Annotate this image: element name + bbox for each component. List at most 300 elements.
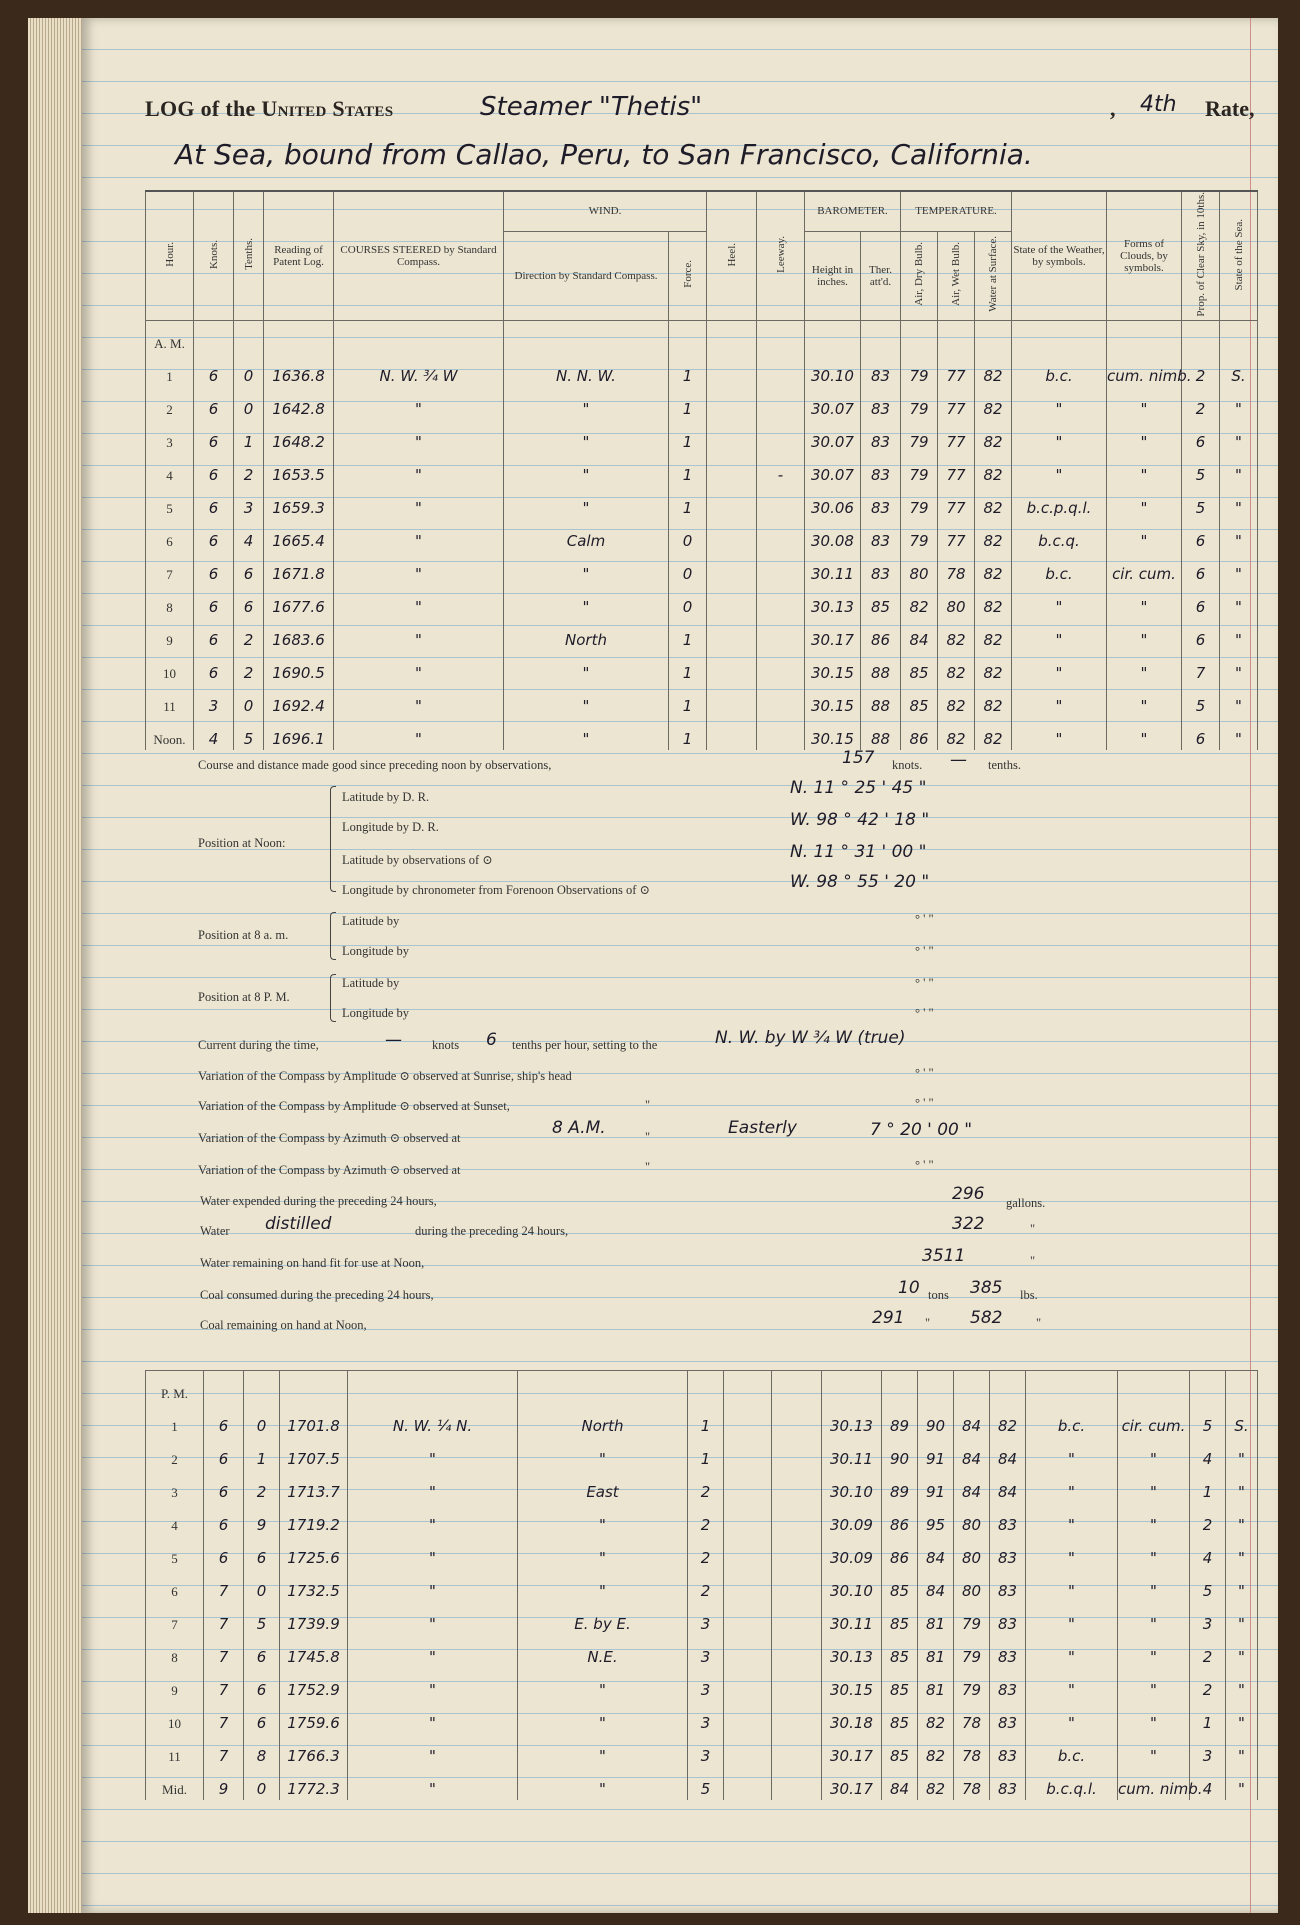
pm-cell-tenths: 0 — [244, 1404, 280, 1437]
am-cell-clouds: " — [1107, 585, 1182, 618]
am-cell-sky: 6 — [1182, 717, 1220, 750]
am-cell-log: 1696.1 — [264, 717, 334, 750]
col-leeway: Leeway. — [774, 235, 787, 273]
am-cell-sky: 6 — [1182, 420, 1220, 453]
col-clouds: Forms of Clouds, by symbols. — [1107, 191, 1182, 320]
pm8-brace — [330, 974, 336, 1022]
am-cell-knots: 3 — [194, 684, 234, 717]
var-azimuth-dir: Easterly — [728, 1118, 797, 1138]
am-cell-ther: 83 — [861, 552, 901, 585]
am-cell-ther: 83 — [861, 354, 901, 387]
am-cell-sea: " — [1220, 420, 1258, 453]
am-cell-heel — [707, 420, 757, 453]
pm-cell-course: " — [348, 1734, 518, 1767]
pm-cell-hour: 8 — [146, 1635, 204, 1668]
water-distilled-ditto: " — [1030, 1222, 1036, 1236]
pm8-lat-label: Latitude by — [342, 976, 400, 990]
pm-cell-wind: N.E. — [518, 1635, 688, 1668]
tons-label: tons — [928, 1288, 949, 1302]
pm-cell-water: 82 — [990, 1404, 1026, 1437]
pm-cell-sea: " — [1226, 1734, 1258, 1767]
pm-cell-water: 84 — [990, 1437, 1026, 1470]
pm-cell-empty — [724, 1701, 772, 1734]
col-clear-sky: Prop. of Clear Sky, in 10ths. — [1194, 192, 1207, 317]
am-cell-weather: b.c. — [1012, 552, 1107, 585]
var-azimuth-value: 7 ° 20 ' 00 " — [870, 1120, 973, 1140]
position-noon-label: Position at Noon: — [198, 836, 286, 850]
pm-cell-tenths: 0 — [244, 1767, 280, 1800]
rate-number: 4th — [1140, 92, 1177, 117]
am-cell-height: 30.15 — [805, 651, 861, 684]
am-cell-clouds: " — [1107, 453, 1182, 486]
am-cell-wind: " — [504, 453, 669, 486]
pm-cell-log: 1719.2 — [280, 1503, 348, 1536]
am-cell-leeway — [757, 354, 805, 387]
noon-brace — [330, 786, 336, 892]
am-cell-wind: " — [504, 486, 669, 519]
am-cell-hour: 1 — [146, 354, 194, 387]
am-cell-dry: 82 — [901, 585, 938, 618]
am-cell-height: 30.07 — [805, 453, 861, 486]
am-cell-leeway — [757, 585, 805, 618]
am-cell-sea: " — [1220, 618, 1258, 651]
am-cell-dry: 79 — [901, 519, 938, 552]
am-cell-force: 0 — [669, 585, 707, 618]
am-cell-knots: 6 — [194, 387, 234, 420]
pm-cell-sea: " — [1226, 1602, 1258, 1635]
pm-cell-log: 1725.6 — [280, 1536, 348, 1569]
am-cell-log: 1642.8 — [264, 387, 334, 420]
lat-dr-label: Latitude by D. R. — [342, 790, 430, 804]
am-cell-sky: 6 — [1182, 585, 1220, 618]
am-cell-heel — [707, 585, 757, 618]
pm-cell-ther: 89 — [882, 1470, 918, 1503]
am-cell-sky: 5 — [1182, 453, 1220, 486]
am-cell-water: 82 — [975, 585, 1012, 618]
var-sunrise-value: ° ' " — [915, 1066, 934, 1080]
col-height: Height in inches. — [805, 231, 861, 320]
col-wind: WIND. — [504, 191, 707, 231]
pm-cell-ther: 85 — [882, 1668, 918, 1701]
pm-cell-log: 1739.9 — [280, 1602, 348, 1635]
am-cell-wind: " — [504, 684, 669, 717]
pm-cell-wind: " — [518, 1569, 688, 1602]
am-cell-hour: 4 — [146, 453, 194, 486]
lon-chron-value: W. 98 ° 55 ' 20 " — [790, 872, 930, 892]
am-row — [146, 354, 1258, 387]
pm-cell-wind: " — [518, 1437, 688, 1470]
am-cell-dry: 79 — [901, 453, 938, 486]
am-cell-heel — [707, 486, 757, 519]
am-cell-wet: 77 — [938, 354, 975, 387]
am-cell-height: 30.11 — [805, 552, 861, 585]
col-temperature: TEMPERATURE. — [901, 191, 1012, 231]
pm-cell-wind: " — [518, 1503, 688, 1536]
pm-cell-force: 3 — [688, 1635, 724, 1668]
pm-cell-water: 83 — [990, 1635, 1026, 1668]
pm-cell-hour: Mid. — [146, 1767, 204, 1800]
am-row — [146, 486, 1258, 519]
pm-cell-knots: 6 — [204, 1536, 244, 1569]
am-cell-wind: " — [504, 420, 669, 453]
current-knots-value: — — [385, 1030, 402, 1050]
am-cell-tenths: 2 — [234, 453, 264, 486]
am-cell-dry: 79 — [901, 486, 938, 519]
pm-cell-dry: 82 — [918, 1734, 954, 1767]
am-cell-wet: 77 — [938, 387, 975, 420]
am-cell-water: 82 — [975, 453, 1012, 486]
am-cell-heel — [707, 552, 757, 585]
am-cell-heel — [707, 387, 757, 420]
pm-cell-course: " — [348, 1503, 518, 1536]
am-cell-hour: 5 — [146, 486, 194, 519]
pm-row — [146, 1404, 1258, 1437]
pm-cell-course: " — [348, 1635, 518, 1668]
am-cell-wind: " — [504, 717, 669, 750]
coal-consumed-lbs: 385 — [970, 1278, 1003, 1298]
pm-cell-sky: 4 — [1190, 1767, 1226, 1800]
am-cell-hour: 3 — [146, 420, 194, 453]
am-cell-hour: 7 — [146, 552, 194, 585]
am-cell-force: 1 — [669, 618, 707, 651]
pm-cell-empty — [724, 1437, 772, 1470]
pm-cell-knots: 7 — [204, 1602, 244, 1635]
pm-cell-ther: 85 — [882, 1635, 918, 1668]
water-distilled-value: 322 — [952, 1214, 985, 1234]
am-cell-tenths: 0 — [234, 684, 264, 717]
pm-cell-hour: 4 — [146, 1503, 204, 1536]
lat-dr-value: N. 11 ° 25 ' 45 " — [790, 778, 927, 798]
am-cell-wind: N. N. W. — [504, 354, 669, 387]
am-cell-sky: 6 — [1182, 552, 1220, 585]
pm-cell-empty — [772, 1602, 822, 1635]
position-8am-label: Position at 8 a. m. — [198, 928, 289, 942]
am-cell-weather: " — [1012, 420, 1107, 453]
am-cell-knots: 4 — [194, 717, 234, 750]
am-cell-log: 1659.3 — [264, 486, 334, 519]
pm-cell-height: 30.11 — [822, 1437, 882, 1470]
am-row — [146, 717, 1258, 750]
pm-cell-tenths: 6 — [244, 1701, 280, 1734]
tenths-label: tenths. — [988, 758, 1021, 772]
am-cell-dry: 85 — [901, 684, 938, 717]
am-cell-force: 1 — [669, 684, 707, 717]
pm-cell-course: N. W. ¼ N. — [348, 1404, 518, 1437]
pm-cell-empty — [724, 1503, 772, 1536]
col-force: Force. — [681, 260, 694, 288]
pm-row — [146, 1701, 1258, 1734]
am-cell-ther: 88 — [861, 717, 901, 750]
am-cell-wind: " — [504, 651, 669, 684]
col-tenths: Tenths. — [242, 238, 255, 271]
pm-cell-course: " — [348, 1701, 518, 1734]
pm-cell-log: 1772.3 — [280, 1767, 348, 1800]
pm-cell-log: 1707.5 — [280, 1437, 348, 1470]
pm-cell-tenths: 5 — [244, 1602, 280, 1635]
pm-cell-wind: " — [518, 1668, 688, 1701]
am-cell-wet: 82 — [938, 651, 975, 684]
coal-remaining-tons: 291 — [872, 1308, 905, 1328]
am-log-table — [145, 190, 1258, 750]
pm-cell-force: 2 — [688, 1536, 724, 1569]
am-row — [146, 387, 1258, 420]
pm-cell-ther: 85 — [882, 1569, 918, 1602]
am-cell-knots: 6 — [194, 453, 234, 486]
col-heel: Heel. — [725, 242, 738, 267]
am-cell-ther: 88 — [861, 651, 901, 684]
pm-cell-clouds: " — [1118, 1503, 1190, 1536]
am-cell-sky: 5 — [1182, 684, 1220, 717]
coal-consumed-tons: 10 — [898, 1278, 920, 1298]
pm-cell-empty — [724, 1767, 772, 1800]
pm-cell-knots: 9 — [204, 1767, 244, 1800]
am-cell-weather: " — [1012, 717, 1107, 750]
am-cell-weather: b.c.q. — [1012, 519, 1107, 552]
pm-cell-hour: 11 — [146, 1734, 204, 1767]
pm-cell-water: 83 — [990, 1536, 1026, 1569]
position-8pm-label: Position at 8 P. M. — [198, 990, 290, 1004]
am-cell-tenths: 0 — [234, 387, 264, 420]
coal-remaining-lbs: 582 — [970, 1308, 1003, 1328]
pm-cell-sky: 3 — [1190, 1602, 1226, 1635]
am-cell-tenths: 6 — [234, 552, 264, 585]
pm-cell-weather: b.c.q.l. — [1026, 1767, 1118, 1800]
am-cell-tenths: 5 — [234, 717, 264, 750]
pm-cell-height: 30.18 — [822, 1701, 882, 1734]
am-cell-heel — [707, 684, 757, 717]
pm-cell-weather: " — [1026, 1470, 1118, 1503]
pm-cell-water: 83 — [990, 1503, 1026, 1536]
pm-cell-empty — [772, 1503, 822, 1536]
pm-cell-tenths: 6 — [244, 1536, 280, 1569]
rate-label: Rate, — [1205, 96, 1255, 121]
pm-cell-height: 30.11 — [822, 1602, 882, 1635]
col-barometer: BAROMETER. — [805, 191, 901, 231]
am-cell-sky: 7 — [1182, 651, 1220, 684]
pm-cell-dry: 82 — [918, 1767, 954, 1800]
vessel-name: Steamer "Thetis" — [480, 92, 703, 122]
pm-cell-clouds: " — [1118, 1470, 1190, 1503]
pm-cell-knots: 6 — [204, 1503, 244, 1536]
am-cell-wind: " — [504, 387, 669, 420]
pm-cell-force: 1 — [688, 1404, 724, 1437]
pm-cell-height: 30.09 — [822, 1536, 882, 1569]
pm-cell-log: 1752.9 — [280, 1668, 348, 1701]
am-cell-force: 1 — [669, 420, 707, 453]
pm-cell-weather: " — [1026, 1503, 1118, 1536]
pm-cell-hour: 2 — [146, 1437, 204, 1470]
am-cell-leeway — [757, 486, 805, 519]
am-cell-log: 1636.8 — [264, 354, 334, 387]
var-sunset-label: Variation of the Compass by Amplitude ⊙ observed at Sunset, — [198, 1099, 510, 1113]
am-cell-ther: 88 — [861, 684, 901, 717]
pm-cell-clouds: cir. cum. — [1118, 1404, 1190, 1437]
var-azimuth2-label: Variation of the Compass by Azimuth ⊙ observed at — [198, 1163, 461, 1177]
water-distilled: distilled — [265, 1214, 332, 1234]
pm-cell-ther: 90 — [882, 1437, 918, 1470]
pm-cell-force: 5 — [688, 1767, 724, 1800]
pm-cell-log: 1701.8 — [280, 1404, 348, 1437]
am-cell-log: 1648.2 — [264, 420, 334, 453]
am-cell-height: 30.15 — [805, 717, 861, 750]
title-comma: , — [1110, 96, 1116, 121]
pm-cell-course: " — [348, 1569, 518, 1602]
page-title: LOG of the United States — [145, 96, 394, 121]
am-cell-weather: b.c. — [1012, 354, 1107, 387]
am-cell-tenths: 2 — [234, 651, 264, 684]
var-azimuth-label: Variation of the Compass by Azimuth ⊙ observed at — [198, 1131, 461, 1145]
am-cell-force: 0 — [669, 552, 707, 585]
pm-cell-sky: 2 — [1190, 1668, 1226, 1701]
pm-row — [146, 1767, 1258, 1800]
am-cell-sea: " — [1220, 651, 1258, 684]
pm-cell-wet: 78 — [954, 1701, 990, 1734]
am-cell-height: 30.06 — [805, 486, 861, 519]
am-cell-weather: " — [1012, 684, 1107, 717]
pm-cell-hour: 7 — [146, 1602, 204, 1635]
pm-cell-clouds: " — [1118, 1569, 1190, 1602]
pm-cell-empty — [724, 1404, 772, 1437]
pm-cell-wet: 79 — [954, 1602, 990, 1635]
lat-obs-label: Latitude by observations of ⊙ — [342, 853, 493, 867]
am-cell-knots: 6 — [194, 585, 234, 618]
pm-label: P. M. — [146, 1371, 204, 1405]
water-expended-label: Water expended during the preceding 24 hours, — [200, 1194, 437, 1208]
am-cell-water: 82 — [975, 486, 1012, 519]
am8-lat-value: ° ' " — [915, 912, 934, 926]
pm-cell-ther: 85 — [882, 1701, 918, 1734]
lon-chron-label: Longitude by chronometer from Forenoon Observations of ⊙ — [342, 883, 650, 897]
am-cell-dry: 84 — [901, 618, 938, 651]
am-cell-tenths: 4 — [234, 519, 264, 552]
pm-cell-knots: 6 — [204, 1470, 244, 1503]
am-cell-course: N. W. ¾ W — [334, 354, 504, 387]
am-cell-log: 1665.4 — [264, 519, 334, 552]
pm-cell-ther: 85 — [882, 1734, 918, 1767]
am-cell-hour: 11 — [146, 684, 194, 717]
pm-row — [146, 1503, 1258, 1536]
am-cell-leeway — [757, 684, 805, 717]
pm-cell-empty — [724, 1470, 772, 1503]
pm-cell-ther: 86 — [882, 1503, 918, 1536]
pm-cell-tenths: 1 — [244, 1437, 280, 1470]
pm-cell-force: 3 — [688, 1734, 724, 1767]
col-air-dry: Air, Dry Bulb. — [913, 242, 925, 306]
pm-cell-weather: " — [1026, 1602, 1118, 1635]
pm-cell-height: 30.09 — [822, 1503, 882, 1536]
pm-cell-sky: 1 — [1190, 1470, 1226, 1503]
pm-cell-hour: 5 — [146, 1536, 204, 1569]
coal-remaining-label: Coal remaining on hand at Noon, — [200, 1318, 367, 1332]
am-row — [146, 420, 1258, 453]
am-cell-force: 1 — [669, 486, 707, 519]
pm-cell-clouds: " — [1118, 1668, 1190, 1701]
pm-cell-sea: " — [1226, 1767, 1258, 1800]
am-cell-log: 1683.6 — [264, 618, 334, 651]
pm-cell-weather: " — [1026, 1437, 1118, 1470]
am-cell-log: 1671.8 — [264, 552, 334, 585]
pm-cell-dry: 84 — [918, 1569, 954, 1602]
am-cell-clouds: " — [1107, 618, 1182, 651]
var-azimuth2-value: ° ' " — [915, 1158, 934, 1172]
pm-row — [146, 1569, 1258, 1602]
am-cell-force: 1 — [669, 453, 707, 486]
am-cell-knots: 6 — [194, 618, 234, 651]
am-cell-sky: 6 — [1182, 519, 1220, 552]
am-cell-clouds: " — [1107, 486, 1182, 519]
pm-cell-empty — [772, 1569, 822, 1602]
pm-cell-clouds: " — [1118, 1635, 1190, 1668]
am-cell-wind: " — [504, 585, 669, 618]
am-cell-water: 82 — [975, 684, 1012, 717]
am-cell-hour: 8 — [146, 585, 194, 618]
pm-cell-water: 83 — [990, 1602, 1026, 1635]
pm-cell-height: 30.13 — [822, 1404, 882, 1437]
pm-cell-tenths: 6 — [244, 1668, 280, 1701]
am-cell-dry: 79 — [901, 354, 938, 387]
am-cell-leeway — [757, 717, 805, 750]
pm-cell-wet: 79 — [954, 1635, 990, 1668]
am-cell-dry: 86 — [901, 717, 938, 750]
pm-cell-empty — [772, 1536, 822, 1569]
pm-cell-hour: 3 — [146, 1470, 204, 1503]
pm-cell-wet: 84 — [954, 1470, 990, 1503]
am-cell-sea: " — [1220, 387, 1258, 420]
pm-cell-empty — [772, 1635, 822, 1668]
am-row — [146, 519, 1258, 552]
pm-cell-knots: 6 — [204, 1437, 244, 1470]
pm-cell-hour: 1 — [146, 1404, 204, 1437]
pm-cell-sky: 2 — [1190, 1503, 1226, 1536]
pm-cell-empty — [772, 1437, 822, 1470]
am-cell-leeway — [757, 552, 805, 585]
pm-cell-ther: 89 — [882, 1404, 918, 1437]
am-cell-course: " — [334, 585, 504, 618]
current-tenths-value: 6 — [486, 1030, 497, 1050]
pm-cell-clouds: " — [1118, 1734, 1190, 1767]
pm-cell-hour: 6 — [146, 1569, 204, 1602]
am-cell-course: " — [334, 717, 504, 750]
am-cell-hour: 6 — [146, 519, 194, 552]
lat-obs-value: N. 11 ° 31 ' 00 " — [790, 842, 927, 862]
pm-cell-wet: 78 — [954, 1767, 990, 1800]
am8-lon-value: ° ' " — [915, 944, 934, 958]
pm-cell-knots: 7 — [204, 1635, 244, 1668]
pm-cell-sea: S. — [1226, 1404, 1258, 1437]
am-cell-sea: S. — [1220, 354, 1258, 387]
pm-cell-wind: " — [518, 1536, 688, 1569]
pm-cell-empty — [724, 1734, 772, 1767]
am-cell-height: 30.07 — [805, 420, 861, 453]
am-cell-course: " — [334, 453, 504, 486]
pm-cell-empty — [724, 1569, 772, 1602]
am-cell-hour: 2 — [146, 387, 194, 420]
var-azimuth2-ditto: " — [645, 1160, 651, 1174]
pm-row — [146, 1635, 1258, 1668]
pm-cell-height: 30.15 — [822, 1668, 882, 1701]
current-direction: N. W. by W ¾ W (true) — [715, 1028, 906, 1048]
pm-cell-height: 30.13 — [822, 1635, 882, 1668]
am-cell-sea: " — [1220, 519, 1258, 552]
pm-cell-knots: 6 — [204, 1404, 244, 1437]
am-cell-tenths: 1 — [234, 420, 264, 453]
water-distilled-label: during the preceding 24 hours, — [415, 1224, 569, 1238]
am-row — [146, 552, 1258, 585]
am-cell-clouds: " — [1107, 519, 1182, 552]
pm-cell-force: 2 — [688, 1569, 724, 1602]
coal-consumed-label: Coal consumed during the preceding 24 hours, — [200, 1288, 434, 1302]
am-cell-tenths: 3 — [234, 486, 264, 519]
